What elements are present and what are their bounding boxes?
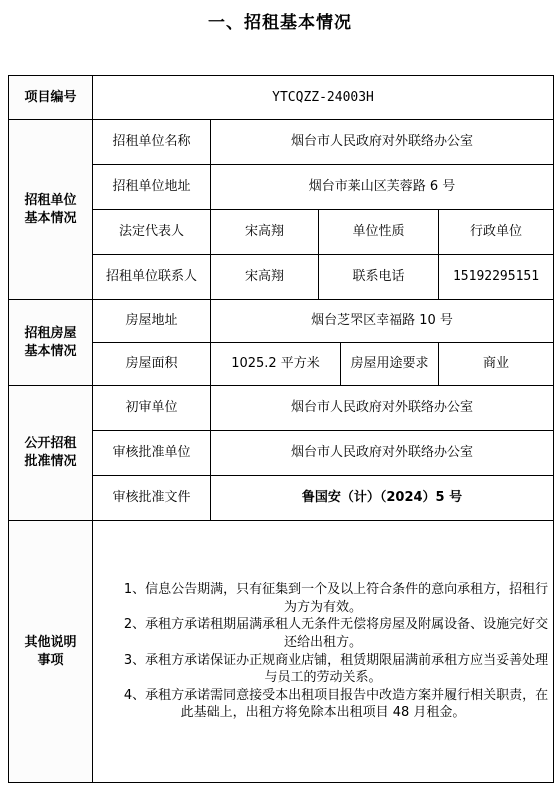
note-item-3: 3、承租方承诺保证办正规商业店铺，租赁期限届满前承租方应当妥善处理与员工的劳动关系。 xyxy=(123,652,549,686)
tenderer-address-label: 招租单位地址 xyxy=(93,165,211,210)
tenderer-name-label: 招租单位名称 xyxy=(93,120,211,165)
house-section-label xyxy=(9,300,93,386)
notes-row xyxy=(9,521,554,783)
house-usage-label: 房屋用途要求 xyxy=(341,343,439,386)
approval-doc-label: 审核批准文件 xyxy=(93,476,211,521)
project-number-value: YTCQZZ-24003H xyxy=(93,76,554,120)
tenderer-section-text: 招租单位 基本情况 xyxy=(24,192,77,226)
review-unit-label: 审核批准单位 xyxy=(93,431,211,476)
legal-rep-value: 宋高翔 xyxy=(211,210,319,255)
house-address-label: 房屋地址 xyxy=(93,300,211,343)
legal-rep-label: 法定代表人 xyxy=(93,210,211,255)
approval-section-label xyxy=(9,386,93,521)
notes-section-text: 其他说明 事项 xyxy=(24,634,77,668)
tenderer-name-value: 烟台市人民政府对外联络办公室 xyxy=(211,120,554,165)
initial-review-value: 烟台市人民政府对外联络办公室 xyxy=(211,386,554,431)
lease-info-table xyxy=(8,75,554,783)
house-usage-value: 商业 xyxy=(439,343,554,386)
house-area-value: 1025.2 平方米 xyxy=(211,343,341,386)
project-number-row xyxy=(9,76,554,120)
contact-value: 宋高翔 xyxy=(211,255,319,300)
house-area-label: 房屋面积 xyxy=(93,343,211,386)
project-number-label: 项目编号 xyxy=(9,76,93,120)
section-heading: 一、招租基本情况 xyxy=(208,13,352,33)
review-unit-value: 烟台市人民政府对外联络办公室 xyxy=(211,431,554,476)
initial-review-row xyxy=(9,386,554,431)
note-item-2: 2、承租方承诺租期届满承租人无条件无偿将房屋及附属设备、设施完好交还给出租方。 xyxy=(123,617,549,650)
notes-section-label xyxy=(9,521,93,783)
house-section-text: 招租房屋 基本情况 xyxy=(24,325,77,359)
notes-content xyxy=(93,521,554,783)
note-item-1: 1、信息公告期满，只有征集到一个及以上符合条件的意向承租方，招租行为方为有效。 xyxy=(123,582,549,615)
phone-value: 15192295151 xyxy=(439,255,554,300)
unit-nature-label: 单位性质 xyxy=(319,210,439,255)
contact-label: 招租单位联系人 xyxy=(93,255,211,300)
house-address-row xyxy=(9,300,554,343)
approval-doc-value: 鲁国安（计）（2024）5 号 xyxy=(211,476,554,521)
phone-label: 联系电话 xyxy=(319,255,439,300)
house-address-value: 烟台芝罘区幸福路 10 号 xyxy=(211,300,554,343)
note-item-4: 4、承租方承诺需同意接受本出租项目报告中改造方案并履行相关职责，在此基础上，出租方将免除本出租项目 48 月租金。 xyxy=(123,687,549,721)
tenderer-section-label xyxy=(9,120,93,300)
tenderer-address-value: 烟台市莱山区芙蓉路 6 号 xyxy=(211,165,554,210)
tenderer-name-row xyxy=(9,120,554,165)
approval-section-text: 公开招租 批准情况 xyxy=(24,436,77,469)
unit-nature-value: 行政单位 xyxy=(439,210,554,255)
initial-review-label: 初审单位 xyxy=(93,386,211,431)
